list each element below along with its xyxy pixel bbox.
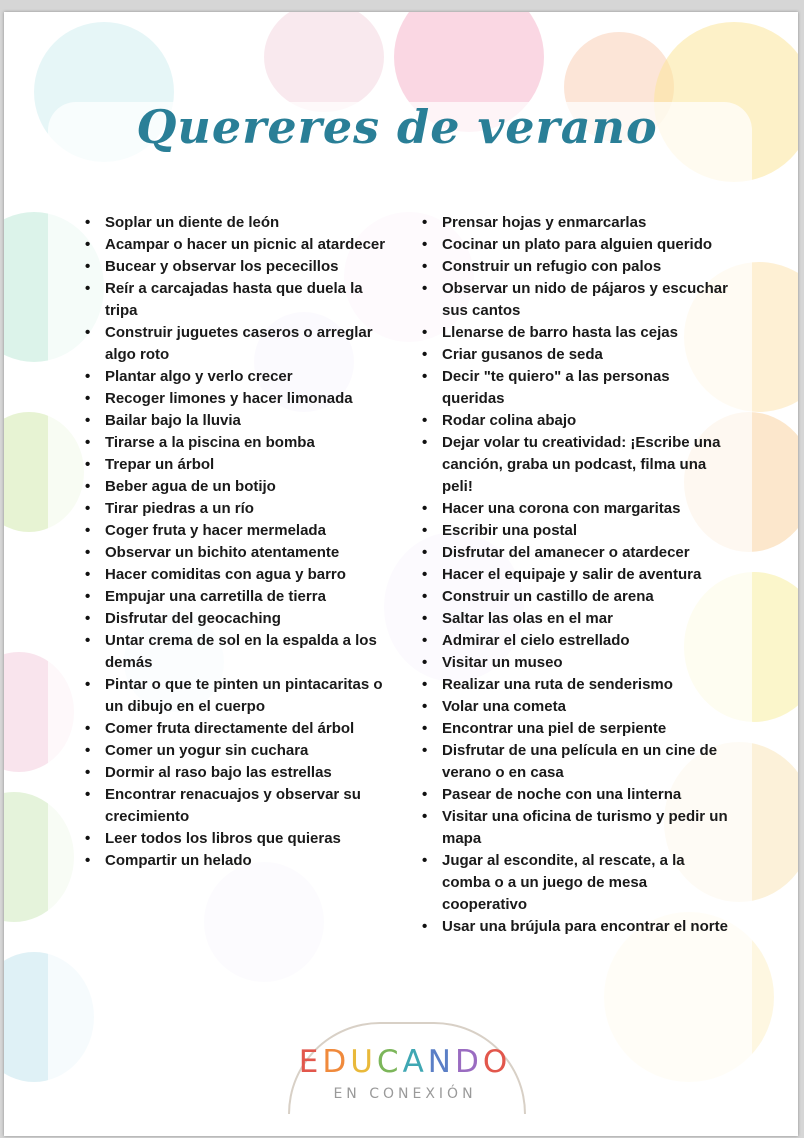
list-item: • Visitar una oficina de turismo y pedir un mapa bbox=[442, 806, 732, 850]
list-item: • Leer todos los libros que quieras bbox=[105, 828, 395, 850]
watercolor-blob bbox=[264, 12, 384, 112]
list-item: • Dejar volar tu creatividad: ¡Escribe una canción, graba un podcast, filma una peli! bbox=[442, 432, 732, 498]
list-item: • Pasear de noche con una linterna bbox=[442, 784, 732, 806]
list-item: • Comer un yogur sin cuchara bbox=[105, 740, 395, 762]
list-item: • Disfrutar de una película en un cine de verano o en casa bbox=[442, 740, 732, 784]
list-item: • Reír a carcajadas hasta que duela la tripa bbox=[105, 278, 395, 322]
list-item: • Tirarse a la piscina en bomba bbox=[105, 432, 395, 454]
logo-letter: U bbox=[350, 1044, 377, 1080]
list-item: • Escribir una postal bbox=[442, 520, 732, 542]
list-item: • Visitar un museo bbox=[442, 652, 732, 674]
list-item: • Realizar una ruta de senderismo bbox=[442, 674, 732, 696]
logo-letter: E bbox=[298, 1044, 323, 1080]
list-item: • Construir un castillo de arena bbox=[442, 586, 732, 608]
list-item: • Admirar el cielo estrellado bbox=[442, 630, 732, 652]
list-item: • Disfrutar del geocaching bbox=[105, 608, 395, 630]
logo-letter: C bbox=[376, 1044, 403, 1080]
list-item: • Soplar un diente de león bbox=[105, 212, 395, 234]
activity-list-right bbox=[442, 212, 732, 938]
list-item: • Acampar o hacer un picnic al atardecer bbox=[105, 234, 395, 256]
list-item: • Encontrar una piel de serpiente bbox=[442, 718, 732, 740]
list-item: • Cocinar un plato para alguien querido bbox=[442, 234, 732, 256]
logo-letter: D bbox=[454, 1044, 483, 1080]
list-item: • Observar un bichito atentamente bbox=[105, 542, 395, 564]
list-item: • Criar gusanos de seda bbox=[442, 344, 732, 366]
list-item: • Beber agua de un botijo bbox=[105, 476, 395, 498]
logo-letter: N bbox=[427, 1044, 455, 1080]
list-item: • Saltar las olas en el mar bbox=[442, 608, 732, 630]
logo-letter: O bbox=[482, 1044, 512, 1080]
logo-wordmark bbox=[280, 1044, 530, 1080]
page-title: Quereres de verano bbox=[136, 100, 658, 154]
list-item: • Volar una cometa bbox=[442, 696, 732, 718]
list-item: • Bailar bajo la lluvia bbox=[105, 410, 395, 432]
list-item: • Hacer una corona con margaritas bbox=[442, 498, 732, 520]
list-item: • Construir juguetes caseros o arreglar algo roto bbox=[105, 322, 395, 366]
list-item: • Hacer comiditas con agua y barro bbox=[105, 564, 395, 586]
list-item: • Trepar un árbol bbox=[105, 454, 395, 476]
logo-subtitle: EN CONEXIÓN bbox=[333, 1086, 477, 1102]
educando-logo bbox=[280, 1008, 530, 1118]
list-item: • Observar un nido de pájaros y escuchar sus cantos bbox=[442, 278, 732, 322]
list-item: • Untar crema de sol en la espalda a los demás bbox=[105, 630, 395, 674]
list-item: • Encontrar renacuajos y observar su crecimiento bbox=[105, 784, 395, 828]
list-item: • Pintar o que te pinten un pintacaritas o un dibujo en el cuerpo bbox=[105, 674, 395, 718]
list-item: • Llenarse de barro hasta las cejas bbox=[442, 322, 732, 344]
list-item: • Comer fruta directamente del árbol bbox=[105, 718, 395, 740]
list-item: • Plantar algo y verlo crecer bbox=[105, 366, 395, 388]
list-item: • Tirar piedras a un río bbox=[105, 498, 395, 520]
list-item: • Hacer el equipaje y salir de aventura bbox=[442, 564, 732, 586]
list-item: • Recoger limones y hacer limonada bbox=[105, 388, 395, 410]
list-item: • Jugar al escondite, al rescate, a la comba o a un juego de mesa cooperativo bbox=[442, 850, 732, 916]
list-item: • Disfrutar del amanecer o atardecer bbox=[442, 542, 732, 564]
list-item: • Dormir al raso bajo las estrellas bbox=[105, 762, 395, 784]
list-item: • Bucear y observar los pececillos bbox=[105, 256, 395, 278]
list-item: • Coger fruta y hacer mermelada bbox=[105, 520, 395, 542]
list-item: • Rodar colina abajo bbox=[442, 410, 732, 432]
logo-letter: D bbox=[322, 1044, 351, 1080]
activity-list-left bbox=[105, 212, 395, 872]
list-item: • Construir un refugio con palos bbox=[442, 256, 732, 278]
list-item: • Empujar una carretilla de tierra bbox=[105, 586, 395, 608]
list-item: • Prensar hojas y enmarcarlas bbox=[442, 212, 732, 234]
list-item: • Decir "te quiero" a las personas queridas bbox=[442, 366, 732, 410]
logo-letter: A bbox=[402, 1044, 428, 1080]
list-item: • Compartir un helado bbox=[105, 850, 395, 872]
list-item: • Usar una brújula para encontrar el norte bbox=[442, 916, 732, 938]
